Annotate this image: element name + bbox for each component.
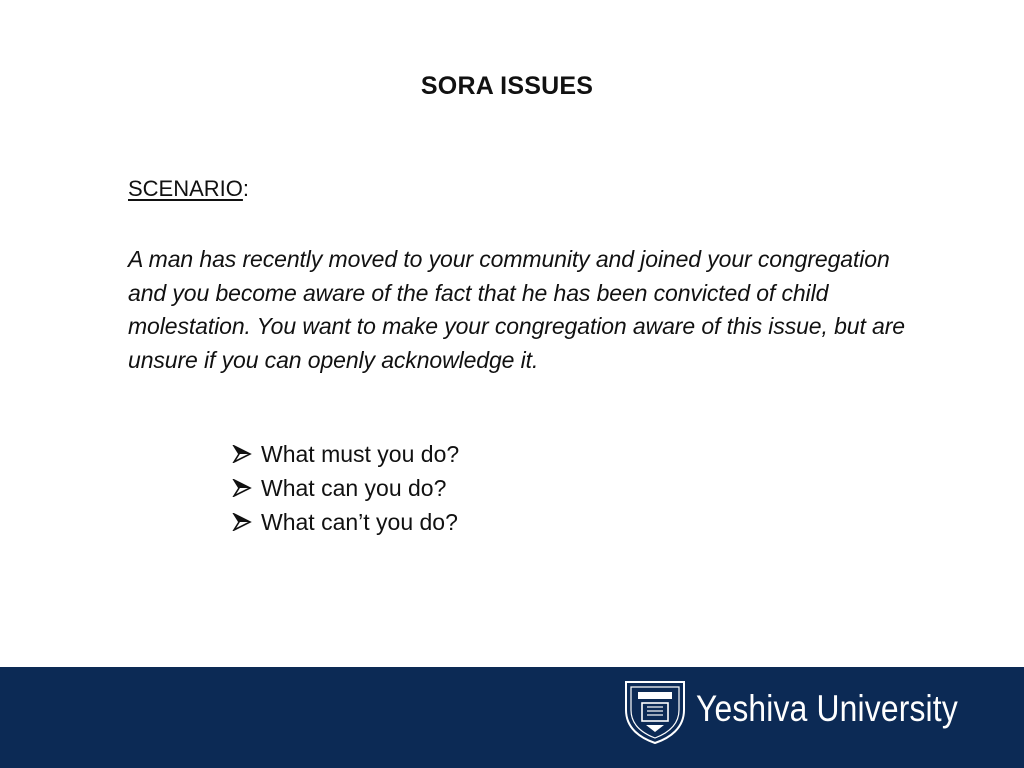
slide-title: SORA ISSUES [420, 72, 594, 100]
scenario-heading [128, 176, 249, 202]
question-list [232, 437, 459, 539]
question-item [232, 505, 459, 539]
arrowhead-bullet-icon [232, 445, 252, 463]
university-seal-icon [620, 676, 690, 746]
question-text: What can you do? [261, 475, 447, 501]
arrowhead-bullet-icon [232, 513, 252, 531]
question-item [232, 471, 459, 505]
scenario-label: SCENARIO [128, 176, 243, 201]
question-item [232, 437, 459, 471]
university-logo-text: Yeshiva University [696, 688, 958, 729]
question-text: What must you do? [261, 441, 460, 467]
question-text: What can’t you do? [261, 509, 458, 535]
scenario-text: A man has recently moved to your community and joined your congregation and you become aware of the fact that he has been convicted of child molestation. You want to make your congregation aware of this issue, but are unsure if you can openly acknowledge it. [128, 246, 905, 373]
arrowhead-bullet-icon [232, 479, 252, 497]
scenario-colon: : [242, 176, 250, 201]
